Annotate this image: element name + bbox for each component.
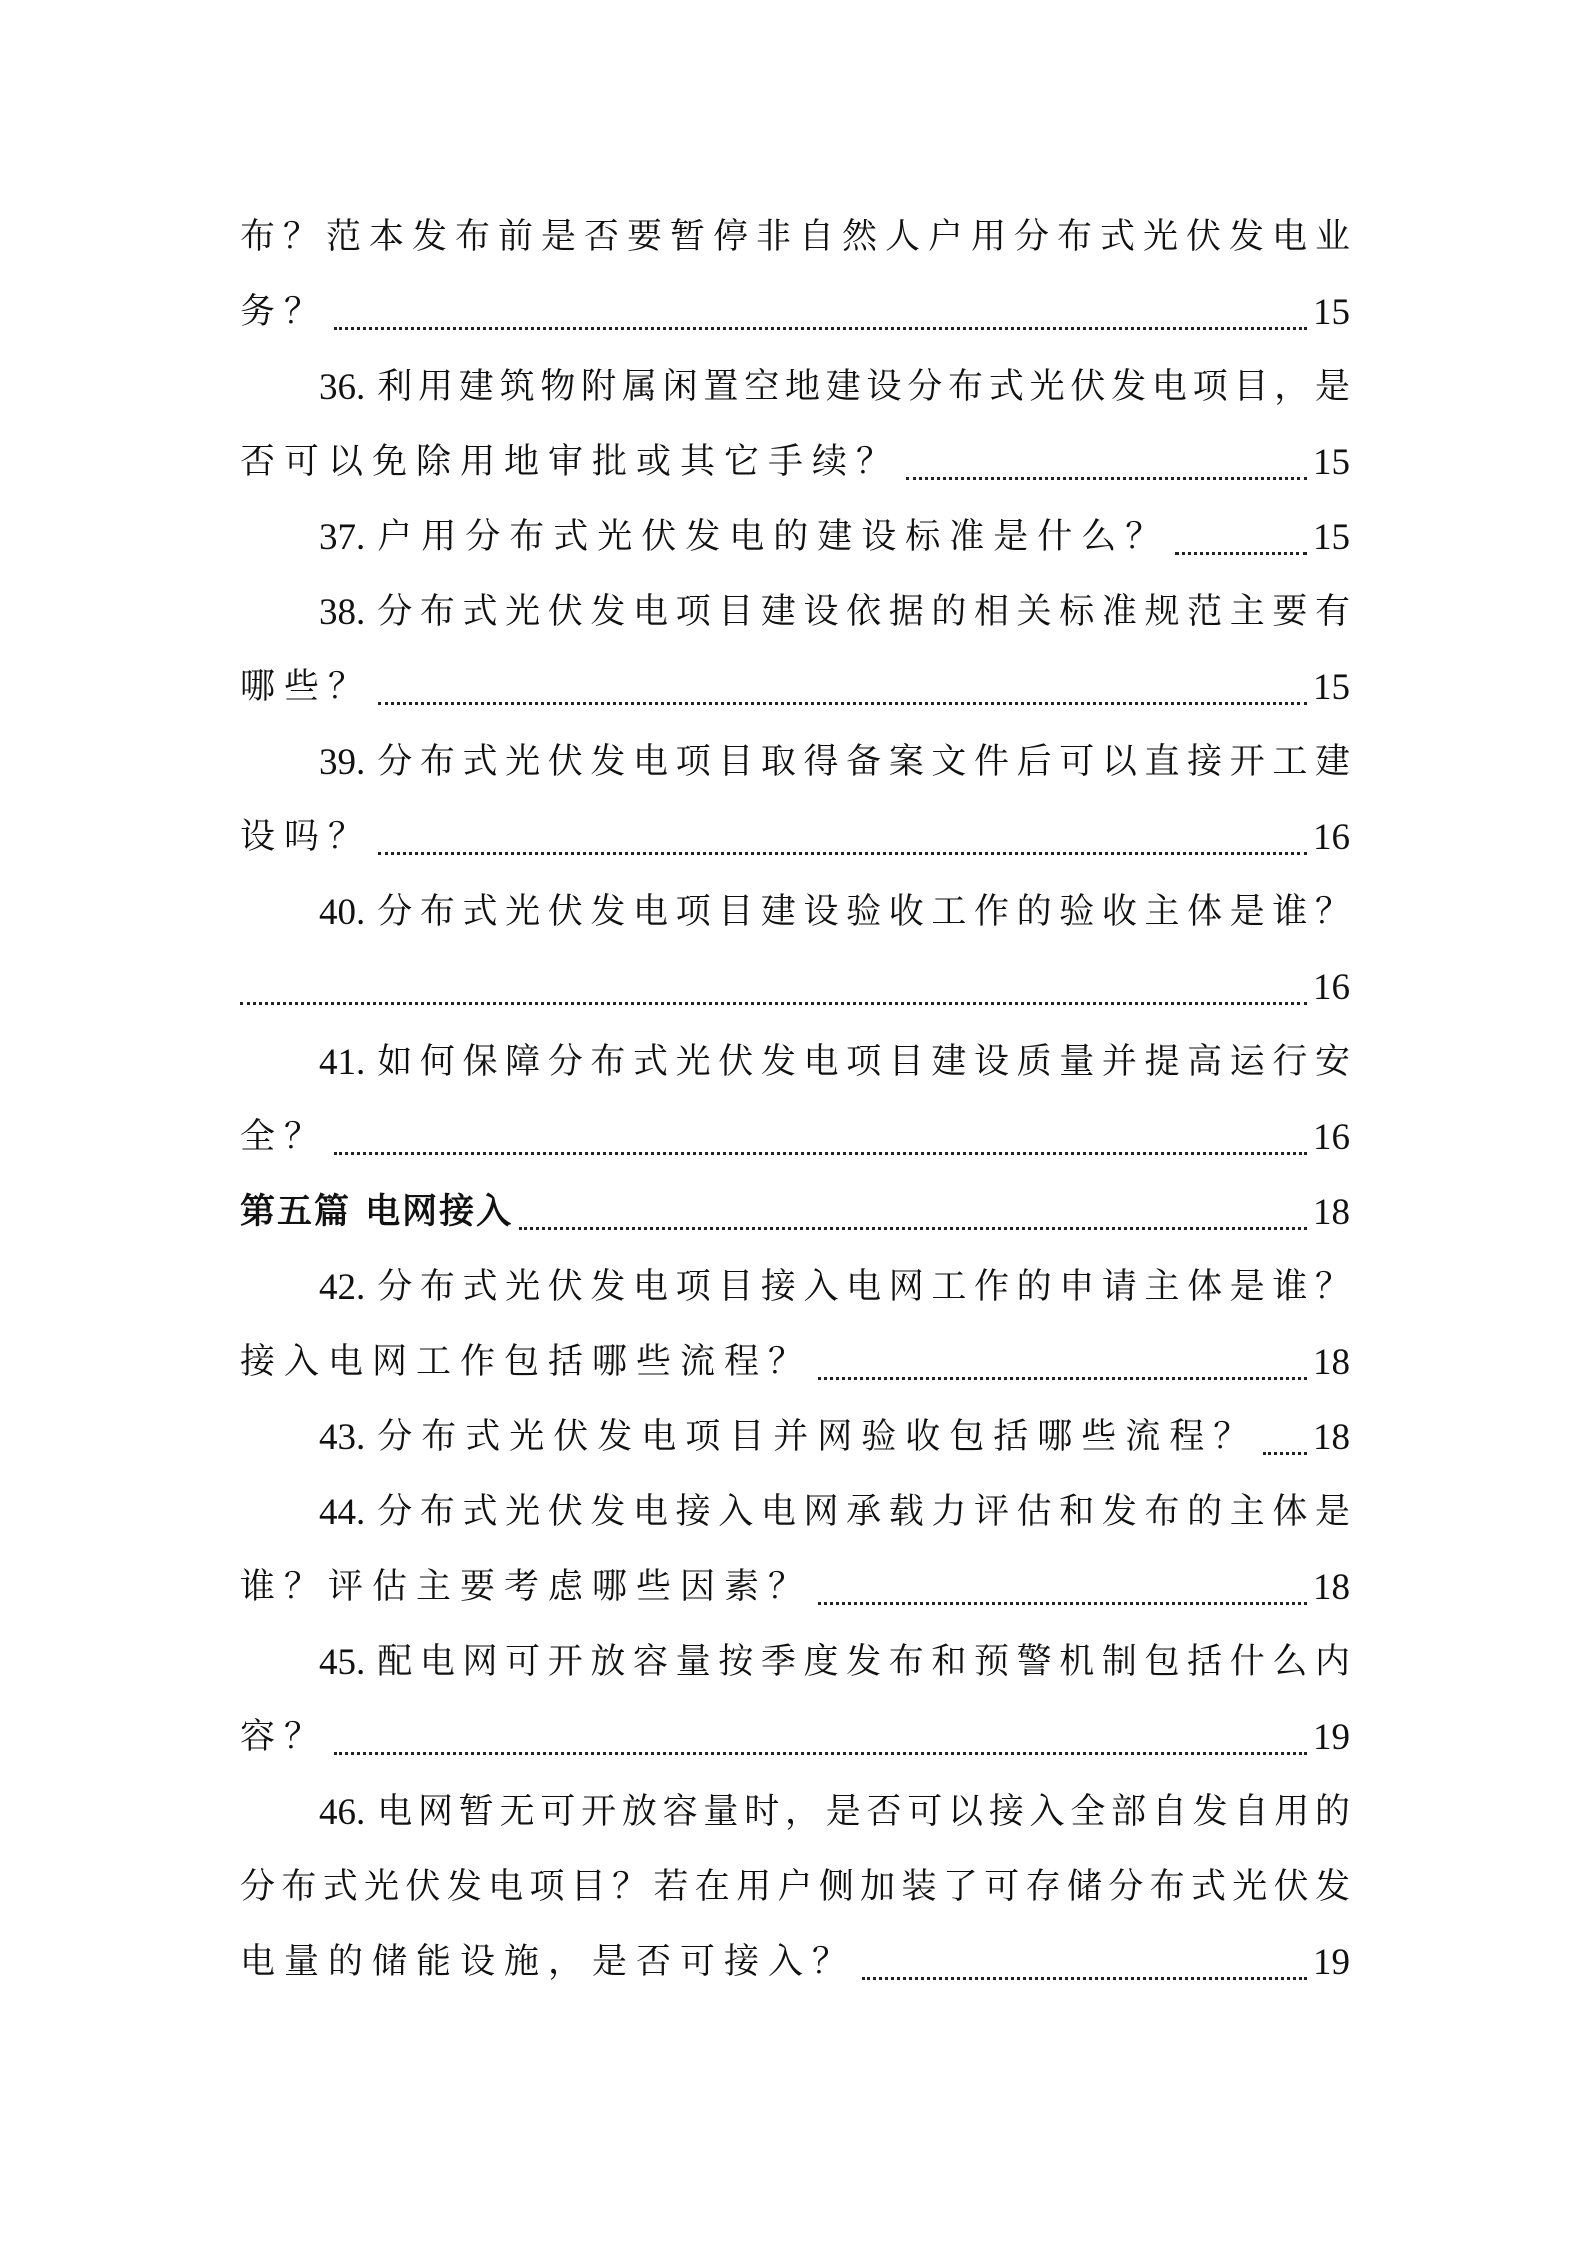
toc-entry-39-end[interactable]: [240, 800, 1350, 875]
toc-entry-46-end[interactable]: [240, 1925, 1350, 2000]
entry-number: 46.: [319, 1792, 366, 1833]
toc-chapter-heading[interactable]: [240, 1175, 1350, 1250]
page-number: 19: [1313, 1942, 1350, 1983]
page-number: 19: [1313, 1717, 1350, 1758]
page-number: 18: [1313, 1342, 1350, 1383]
toc-text: 分布式光伏发电项目建设验收工作的验收主体是谁？: [377, 892, 1350, 932]
toc-entry-45-end[interactable]: [240, 1700, 1350, 1775]
toc-entry-40-end[interactable]: [240, 950, 1350, 1025]
entry-number: 36.: [319, 367, 366, 408]
toc-entry-44[interactable]: [240, 1475, 1350, 1550]
toc-entry-37[interactable]: [240, 500, 1350, 575]
entry-number: 42.: [319, 1267, 366, 1308]
entry-number: 40.: [319, 892, 366, 933]
dot-leader: [334, 1152, 1307, 1155]
table-of-contents: [240, 200, 1350, 2000]
toc-entry-44-end[interactable]: [240, 1550, 1350, 1625]
dot-leader: [240, 1002, 1307, 1005]
toc-text: 哪些？: [240, 667, 373, 707]
toc-text: 利用建筑物附属闲置空地建设分布式光伏发电项目，是: [377, 367, 1350, 407]
toc-entry-43[interactable]: [240, 1400, 1350, 1475]
toc-text: 分布式光伏发电项目并网验收包括哪些流程？: [377, 1417, 1258, 1457]
toc-entry-38-end[interactable]: [240, 650, 1350, 725]
toc-text: 布？范本发布前是否要暂停非自然人户用分布式光伏发电业: [240, 217, 1350, 257]
toc-text: 全？: [240, 1117, 329, 1157]
toc-entry-46[interactable]: [240, 1775, 1350, 1850]
entry-number: 45.: [319, 1642, 366, 1683]
page-number: 18: [1313, 1567, 1350, 1608]
toc-text: 分布式光伏发电接入电网承载力评估和发布的主体是: [377, 1492, 1350, 1532]
page-number: 15: [1313, 292, 1350, 333]
toc-entry-39[interactable]: [240, 725, 1350, 800]
toc-text: 接入电网工作包括哪些流程？: [240, 1342, 813, 1382]
dot-leader: [818, 1602, 1307, 1605]
toc-line: [240, 200, 1350, 275]
toc-entry-42-end[interactable]: [240, 1325, 1350, 1400]
page-number: 16: [1313, 1117, 1350, 1158]
toc-entry-36[interactable]: [240, 350, 1350, 425]
toc-entry-38[interactable]: [240, 575, 1350, 650]
page-number: 15: [1313, 517, 1350, 558]
page-number: 16: [1313, 967, 1350, 1008]
toc-text: 分布式光伏发电项目建设依据的相关标准规范主要有: [377, 592, 1350, 632]
toc-entry-41[interactable]: [240, 1025, 1350, 1100]
toc-text: 电量的储能设施，是否可接入？: [240, 1942, 857, 1982]
toc-text: 户用分布式光伏发电的建设标准是什么？: [377, 517, 1170, 557]
dot-leader: [334, 1752, 1307, 1755]
dot-leader: [818, 1377, 1307, 1380]
toc-text: 配电网可开放容量按季度发布和预警机制包括什么内: [377, 1642, 1350, 1682]
page-number: 15: [1313, 667, 1350, 708]
toc-text: 设吗？: [240, 817, 373, 857]
entry-number: 37.: [319, 517, 366, 558]
toc-text: 分布式光伏发电项目接入电网工作的申请主体是谁？: [377, 1267, 1350, 1307]
toc-entry-35-end[interactable]: [240, 275, 1350, 350]
toc-line: [240, 1850, 1350, 1925]
toc-entry-42[interactable]: [240, 1250, 1350, 1325]
page-number: 16: [1313, 817, 1350, 858]
dot-leader: [378, 852, 1307, 855]
toc-entry-36-end[interactable]: [240, 425, 1350, 500]
toc-entry-45[interactable]: [240, 1625, 1350, 1700]
page-number: 15: [1313, 442, 1350, 483]
toc-entry-40[interactable]: [240, 875, 1350, 950]
entry-number: 43.: [319, 1417, 366, 1458]
dot-leader: [862, 1977, 1307, 1980]
dot-leader: [378, 702, 1307, 705]
chapter-title: 第五篇 电网接入: [240, 1192, 514, 1232]
page-number: 18: [1313, 1417, 1350, 1458]
toc-text: 否可以免除用地审批或其它手续？: [240, 442, 901, 482]
page-number: 18: [1313, 1192, 1350, 1233]
toc-entry-41-end[interactable]: [240, 1100, 1350, 1175]
dot-leader: [519, 1227, 1307, 1230]
entry-number: 38.: [319, 592, 366, 633]
toc-text: 分布式光伏发电项目取得备案文件后可以直接开工建: [377, 742, 1350, 782]
dot-leader: [334, 327, 1307, 330]
entry-number: 44.: [319, 1492, 366, 1533]
toc-text: 如何保障分布式光伏发电项目建设质量并提高运行安: [377, 1042, 1350, 1082]
toc-text: 谁？评估主要考虑哪些因素？: [240, 1567, 813, 1607]
entry-number: 39.: [319, 742, 366, 783]
toc-text: 分布式光伏发电项目？若在用户侧加装了可存储分布式光伏发: [240, 1867, 1350, 1907]
dot-leader: [906, 477, 1307, 480]
entry-number: 41.: [319, 1042, 366, 1083]
toc-text: 务？: [240, 292, 329, 332]
toc-text: 电网暂无可开放容量时，是否可以接入全部自发自用的: [377, 1792, 1350, 1832]
dot-leader: [1175, 552, 1307, 555]
dot-leader: [1263, 1452, 1307, 1455]
toc-text: 容？: [240, 1717, 329, 1757]
